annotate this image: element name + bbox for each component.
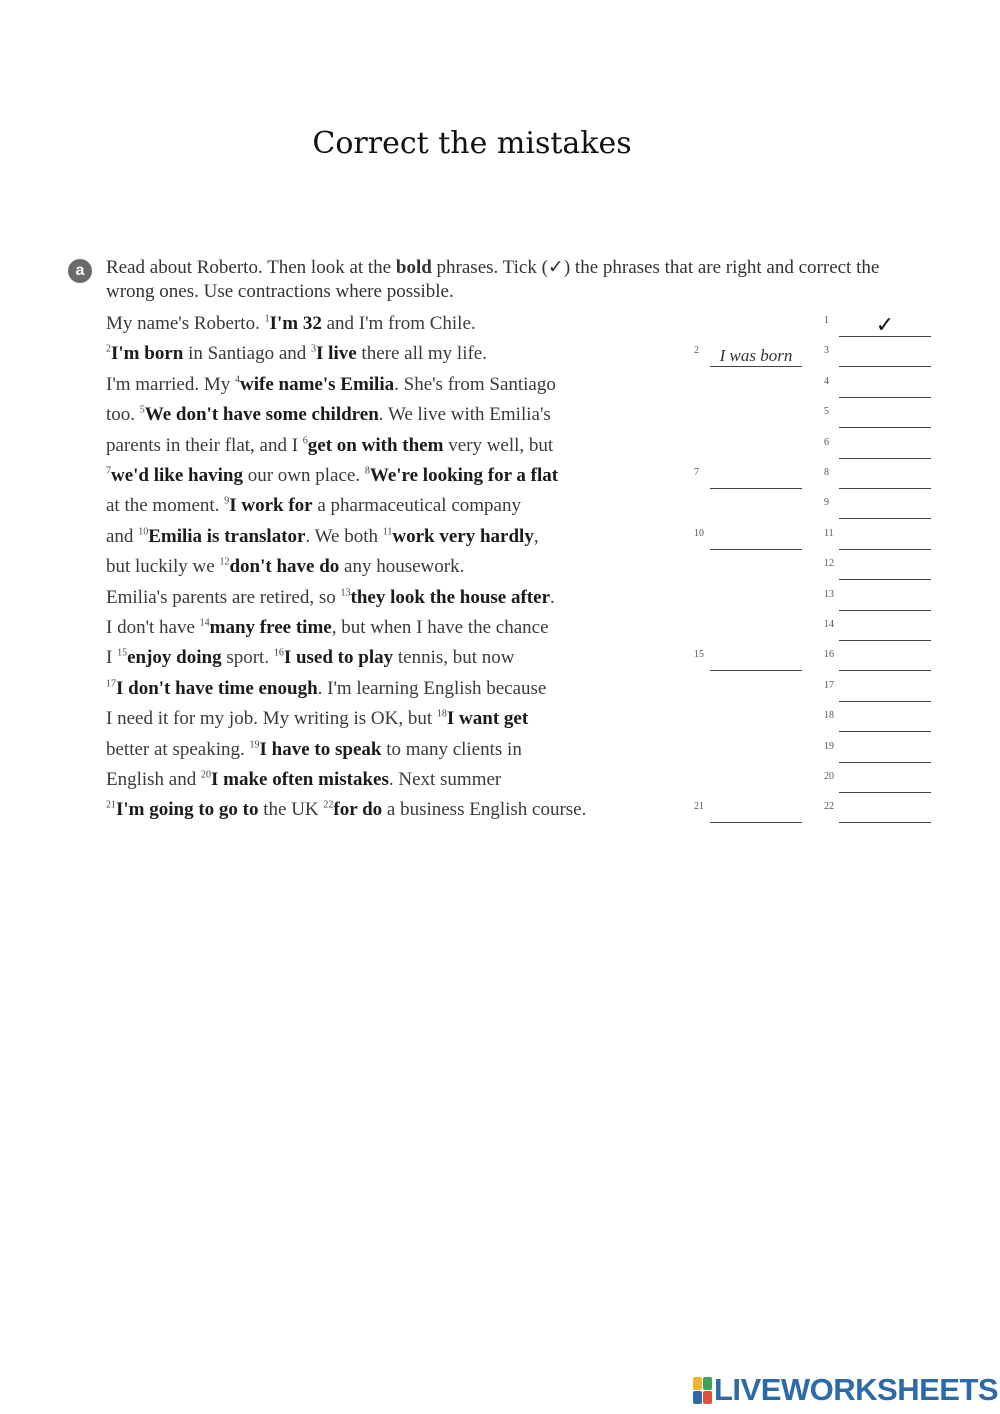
answer-blank[interactable] <box>839 579 931 580</box>
text-line: too. $^5$We don't have some children. We live with Emilia's <box>106 404 551 426</box>
answer-number: 20 <box>824 771 834 782</box>
answer-slot-18 <box>824 710 931 732</box>
answer-blank[interactable] <box>839 366 931 367</box>
answer-slot-19 <box>824 741 931 763</box>
page-title: Correct the mistakes <box>312 126 632 161</box>
answer-number: 13 <box>824 588 834 600</box>
answer-slot-12 <box>824 558 931 580</box>
text-line: I $^{15}$enjoy doing sport. $^{16}$I used to play tennis, but now <box>106 647 515 669</box>
text-line: I'm married. My $^4$wife name's Emilia. She's from Santiago <box>106 373 556 395</box>
liveworksheets-logo <box>693 1372 998 1408</box>
logo-square <box>693 1377 702 1390</box>
answer-blank[interactable] <box>710 549 802 550</box>
answer-number: 8 <box>824 467 829 478</box>
logo-square <box>693 1391 702 1404</box>
checkmark-icon: ✓ <box>875 313 895 338</box>
answer-number: 17 <box>824 679 834 691</box>
answer-number: 4 <box>824 375 829 387</box>
text-line: better at speaking. $^{19}$I have to speak to many clients in <box>106 738 522 760</box>
answer-blank[interactable] <box>839 822 931 823</box>
answer-slot-2 <box>694 345 804 367</box>
logo-square <box>703 1391 712 1404</box>
answer-number: 5 <box>824 406 829 418</box>
answer-slot-4 <box>824 376 931 398</box>
exercise-instructions: Read about Roberto. Then look at the bold phrases. Tick (✓) the phrases that are right and correct the wrong ones. Use contractions where possible. <box>106 257 880 302</box>
text-line: $^2$I'm born in Santiago and $^3$I live there all my life. <box>106 343 487 365</box>
text-line: but luckily we $^{12}$don't have do any housework. <box>106 556 465 578</box>
text-line: I need it for my job. My writing is OK, but $^{18}$I want get <box>106 708 529 730</box>
answer-slot-10 <box>694 528 804 550</box>
answer-blank[interactable] <box>839 549 931 550</box>
text-line: $^7$we'd like having our own place. $^8$We're looking for a flat <box>106 465 559 486</box>
answer-number: 9 <box>824 497 829 509</box>
answer-number: 19 <box>824 740 834 752</box>
answer-number: 6 <box>824 436 829 448</box>
text-line: parents in their flat, and I $^6$get on with them very well, but <box>106 434 554 456</box>
answer-number: 21 <box>694 801 704 813</box>
answer-blank[interactable] <box>710 488 802 489</box>
answer-number: 7 <box>694 467 699 478</box>
answer-number: 22 <box>824 801 834 813</box>
answer-number: 16 <box>824 649 834 661</box>
answer-slot-1 <box>824 315 931 337</box>
exercise-badge: a <box>68 259 92 283</box>
answer-slot-5 <box>824 406 931 428</box>
answer-slot-6 <box>824 437 931 459</box>
text-line: Emilia's parents are retired, so $^{13}$they look the house after. <box>106 586 555 608</box>
answer-blank[interactable] <box>839 731 931 732</box>
answer-blank[interactable] <box>710 822 802 823</box>
text-line: at the moment. $^9$I work for a pharmaceutical company <box>106 495 521 517</box>
logo-text: LIVEWORKSHEETS <box>714 1372 999 1407</box>
answer-slot-3 <box>824 345 931 367</box>
answer-blank[interactable] <box>839 640 931 641</box>
answer-slot-13 <box>824 589 931 611</box>
answer-number: 3 <box>824 345 829 357</box>
answer-number: 11 <box>824 527 834 539</box>
text-line: $^{21}$I'm going to go to the UK $^{22}$for do a business English course. <box>106 799 587 821</box>
text-line: My name's Roberto. $^1$I'm 32 and I'm from Chile. <box>106 313 476 334</box>
answer-blank[interactable] <box>710 366 802 367</box>
answer-blank[interactable] <box>839 518 931 519</box>
logo-icon <box>693 1377 711 1403</box>
answer-slot-8 <box>824 467 931 489</box>
answer-slot-7 <box>694 467 804 489</box>
answer-slot-14 <box>824 619 931 641</box>
text-line: I don't have $^{14}$many free time, but when I have the chance <box>106 617 549 638</box>
answer-slot-21 <box>694 801 804 823</box>
answer-number: 15 <box>694 649 704 661</box>
text-line: English and $^{20}$I make often mistakes. Next summer <box>106 769 502 790</box>
answer-blank[interactable] <box>839 488 931 489</box>
text-line: $^{17}$I don't have time enough. I'm learning English because <box>106 677 547 699</box>
answer-blank[interactable] <box>839 458 931 459</box>
answer-blank[interactable] <box>839 610 931 611</box>
answer-slot-16 <box>824 649 931 671</box>
logo-square <box>703 1377 712 1390</box>
answer-slot-20 <box>824 771 931 793</box>
answer-slot-9 <box>824 497 931 519</box>
answer-slot-17 <box>824 680 931 702</box>
answer-blank[interactable] <box>839 792 931 793</box>
answer-number: 2 <box>694 345 699 357</box>
answer-slot-11 <box>824 528 931 550</box>
answer-blank[interactable] <box>839 701 931 702</box>
answer-number: 1 <box>824 315 829 326</box>
answer-blank[interactable] <box>710 670 802 671</box>
answer-number: 14 <box>824 619 834 630</box>
answer-text: I was born <box>719 346 793 366</box>
answer-number: 10 <box>694 527 704 539</box>
answer-slot-15 <box>694 649 804 671</box>
text-line: and $^{10}$Emilia is translator. We both $^{11}$work very hardly, <box>106 525 539 547</box>
answer-number: 12 <box>824 558 834 570</box>
answer-slot-22 <box>824 801 931 823</box>
answer-blank[interactable] <box>839 762 931 763</box>
answer-blank[interactable] <box>839 397 931 398</box>
answer-number: 18 <box>824 710 834 722</box>
answer-blank[interactable] <box>839 670 931 671</box>
answer-blank[interactable] <box>839 427 931 428</box>
